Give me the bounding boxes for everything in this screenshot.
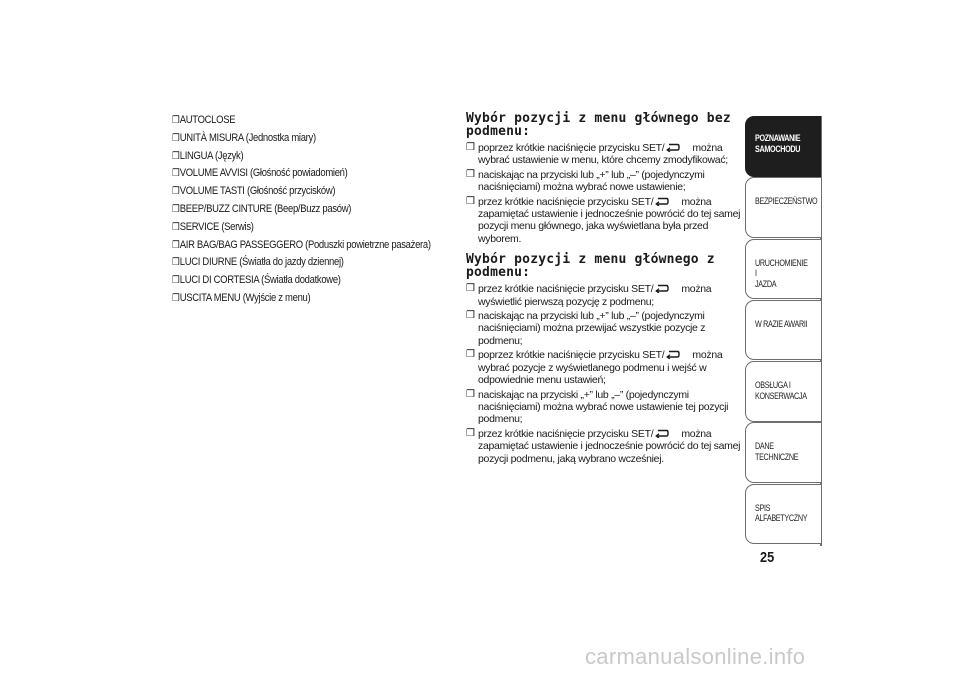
checkbox-bullet-icon: ❒ bbox=[172, 186, 180, 198]
checkbox-bullet-icon: ❒ bbox=[172, 168, 180, 180]
list-item: ❒VOLUME TASTI (Głośność przycisków) bbox=[172, 183, 413, 201]
chapter-tabs bbox=[745, 116, 821, 545]
list-item: ❒BEEP/BUZZ CINTURE (Beep/Buzz pasów) bbox=[172, 201, 413, 219]
instructions-column bbox=[466, 112, 741, 467]
list-item: ❒USCITA MENU (Wyjście z menu) bbox=[172, 290, 413, 308]
instruction-item: ❒ przez krótkie naciśnięcie przycisku SET/ można zapamiętać ustawienie i jednocześnie powrócić do tej samej pozycji menu głównego, jaka wyświetlana była przed wyborem. bbox=[466, 195, 741, 245]
checkbox-bullet-icon: ❒ bbox=[466, 349, 475, 361]
checkbox-bullet-icon: ❒ bbox=[466, 195, 475, 207]
tab-dane-techniczne[interactable]: DANE TECHNICZNE bbox=[745, 422, 821, 483]
tab-obsluga-i-konserwacja[interactable]: OBSŁUGA I KONSERWACJA bbox=[745, 361, 821, 422]
return-arrow-icon bbox=[666, 350, 680, 359]
section-heading: Wybór pozycji z menu głównego z podmenu: bbox=[466, 252, 715, 281]
instruction-item: ❒ poprzez krótkie naciśnięcie przycisku SET/ można wybrać pozycje z wyświetlanego podmenu i wejść w odpowiednie menu ustawień; bbox=[466, 349, 723, 387]
page-number: 25 bbox=[760, 549, 775, 566]
section-heading: Wybór pozycji z menu głównego bez podmenu: bbox=[466, 111, 731, 139]
tab-poznawanie-samochodu[interactable]: POZNAWANIE SAMOCHODU bbox=[745, 116, 821, 177]
checkbox-bullet-icon: ❒ bbox=[466, 142, 475, 153]
checkbox-bullet-icon: ❒ bbox=[466, 310, 475, 322]
instruction-list bbox=[466, 142, 741, 245]
list-item: ❒SERVICE (Serwis) bbox=[172, 219, 413, 237]
list-item: ❒UNITÀ MISURA (Jednostka miary) bbox=[172, 130, 413, 148]
list-item: ❒AIR BAG/BAG PASSEGGERO (Poduszki powietrzne pasażera) bbox=[172, 237, 413, 255]
checkbox-bullet-icon: ❒ bbox=[466, 168, 475, 180]
list-item: ❒LINGUA (Język) bbox=[172, 148, 413, 166]
tab-w-razie-awarii[interactable]: W RAZIE AWARII bbox=[745, 300, 821, 361]
tab-bezpieczenstwo[interactable]: BEZPIECZEŃSTWO bbox=[745, 177, 821, 238]
return-arrow-icon bbox=[655, 284, 669, 293]
tab-uruchomienie-i-jazda[interactable]: URUCHOMIENIE I JAZDA bbox=[745, 239, 821, 300]
checkbox-bullet-icon: ❒ bbox=[466, 388, 475, 400]
instruction-item: ❒ poprzez krótkie naciśnięcie przycisku SET/ można wybrać ustawienie w menu, które chcemy zmodyfikować; bbox=[466, 142, 728, 167]
watermark: carmanualsonline.info bbox=[585, 644, 806, 669]
checkbox-bullet-icon: ❒ bbox=[172, 275, 180, 287]
checkbox-bullet-icon: ❒ bbox=[172, 203, 180, 215]
instruction-item: ❒ przez krótkie naciśnięcie przycisku SET/ można wyświetlić pierwszą pozycję z podmenu; bbox=[466, 283, 712, 308]
list-item: ❒VOLUME AVVISI (Głośność powiadomień) bbox=[172, 165, 413, 183]
list-item: ❒LUCI DIURNE (Światła do jazdy dziennej) bbox=[172, 254, 413, 272]
instruction-item: ❒ przez krótkie naciśnięcie przycisku SET/ można zapamiętać ustawienie i jednocześnie powrócić do tej samej pozycji podmenu, jaką wybrano wcześniej. bbox=[466, 427, 741, 465]
return-arrow-icon bbox=[655, 197, 669, 206]
instruction-item: ❒ naciskając na przyciski lub „+” lub „–” (pojedynczymi naciśnięciami) można wybrać nowe ustawienie; bbox=[466, 168, 705, 194]
return-arrow-icon bbox=[666, 143, 680, 152]
instruction-item: ❒ naciskając na przyciski „+” lub „–” (pojedynczymi naciśnięciami) można wybrać nowe ustawienie tej pozycji podmenu; bbox=[466, 388, 729, 426]
checkbox-bullet-icon: ❒ bbox=[172, 221, 180, 233]
checkbox-bullet-icon: ❒ bbox=[172, 292, 180, 304]
checkbox-bullet-icon: ❒ bbox=[466, 283, 475, 295]
list-item: ❒LUCI DI CORTESIA (Światła dodatkowe) bbox=[172, 272, 413, 290]
checkbox-bullet-icon: ❒ bbox=[172, 132, 180, 144]
menu-options-list bbox=[172, 112, 452, 308]
checkbox-bullet-icon: ❒ bbox=[172, 239, 180, 251]
tab-spis-alfabetyczny[interactable]: SPIS ALFABETYCZNY bbox=[745, 484, 821, 545]
checkbox-bullet-icon: ❒ bbox=[172, 115, 180, 126]
list-item: ❒AUTOCLOSE bbox=[172, 112, 413, 130]
instruction-list bbox=[466, 283, 741, 465]
return-arrow-icon bbox=[655, 429, 669, 438]
checkbox-bullet-icon: ❒ bbox=[172, 257, 180, 269]
checkbox-bullet-icon: ❒ bbox=[172, 150, 180, 162]
instruction-item: ❒ naciskając na przyciski lub „+” lub „–” (pojedynczymi naciśnięciami) można przewijać wszystkie pozycje z podmenu; bbox=[466, 310, 706, 347]
checkbox-bullet-icon: ❒ bbox=[466, 427, 475, 439]
